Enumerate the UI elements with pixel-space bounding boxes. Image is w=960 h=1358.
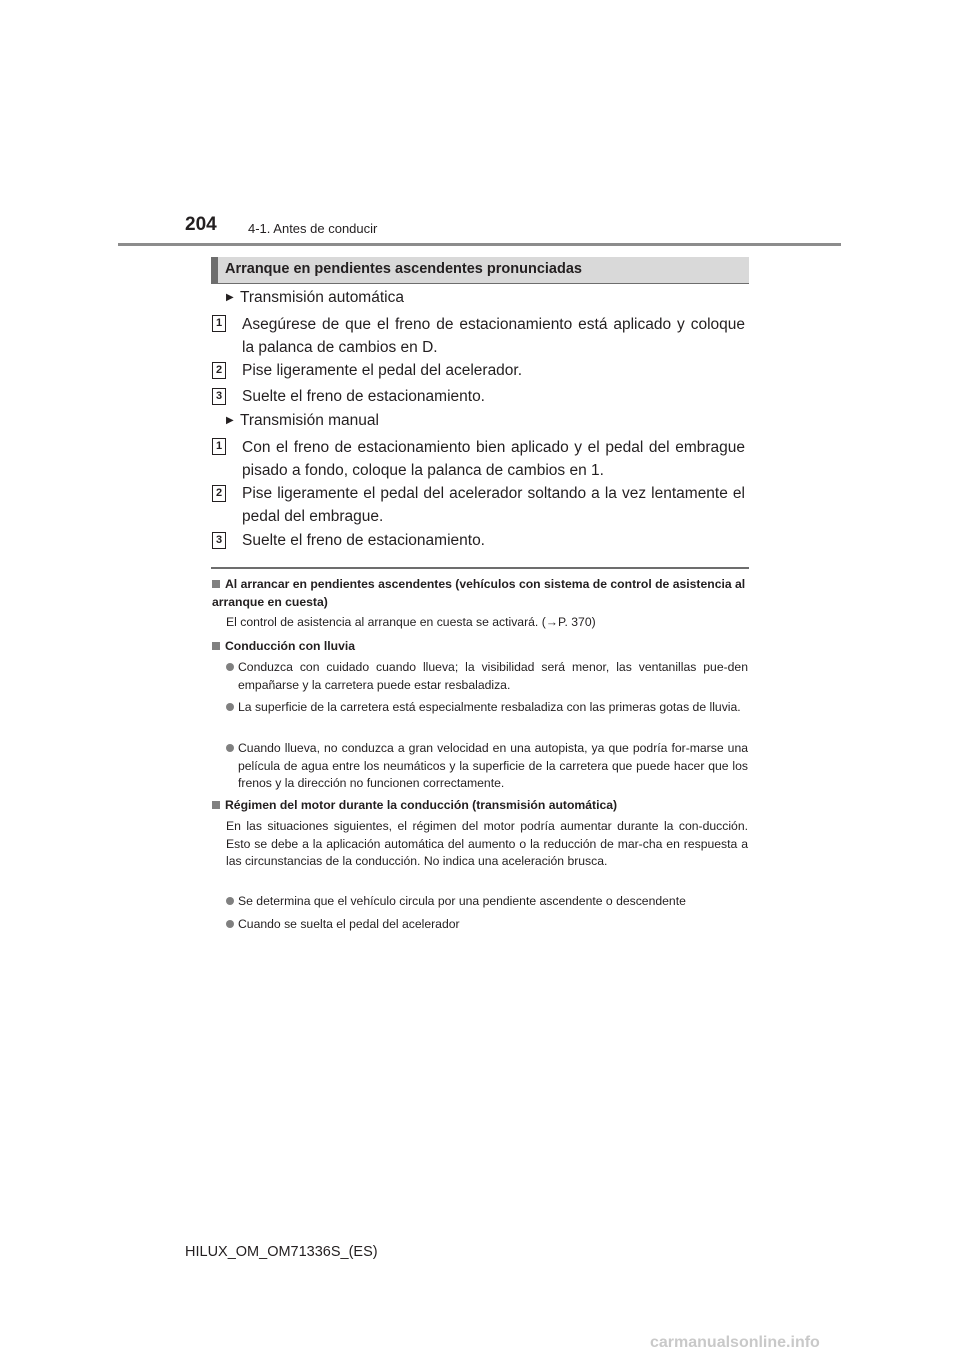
list-item-text: Cuando llueva, no conduzca a gran velocidad en una autopista, ya que podría for-marse una película de agua entre los neumáticos y la superficie de la carretera que puede hacer que los frenos y la dirección no funcionen correctamente. <box>238 741 748 790</box>
step-text: Suelte el freno de estacionamiento. <box>242 532 485 549</box>
list-item <box>226 659 748 694</box>
step-badge: 2 <box>212 362 226 379</box>
note-hill-assist-title <box>212 576 748 611</box>
square-bullet-icon <box>212 801 220 809</box>
section-heading <box>211 257 749 284</box>
note-title-text: Régimen del motor durante la conducción (transmisión automática) <box>225 798 618 812</box>
square-bullet-icon <box>212 642 220 650</box>
step-badge: 3 <box>212 532 226 549</box>
list-item-text: La superficie de la carretera está especialmente resbaladiza con las primeras gotas de lluvia. <box>238 700 741 714</box>
step-text: Con el freno de estacionamiento bien aplicado y el pedal del embrague pisado a fondo, coloque la palanca de cambios en 1. <box>242 439 745 479</box>
circle-bullet-icon <box>226 703 234 711</box>
circle-bullet-icon <box>226 744 234 752</box>
step-badge: 1 <box>212 438 226 455</box>
square-bullet-icon <box>212 580 220 588</box>
circle-bullet-icon <box>226 920 234 928</box>
step-badge: 2 <box>212 485 226 502</box>
circle-bullet-icon <box>226 897 234 905</box>
step-text: Asegúrese de que el freno de estacionamiento está aplicado y coloque la palanca de cambios en D. <box>242 316 745 356</box>
step-badge: 3 <box>212 388 226 405</box>
step-text: Pise ligeramente el pedal del acelerador. <box>242 362 523 379</box>
document-code: HILUX_OM_OM71336S_(ES) <box>185 1244 378 1260</box>
step-text: Suelte el freno de estacionamiento. <box>242 388 485 405</box>
page-number: 204 <box>185 214 217 235</box>
note-title-text: Al arrancar en pendientes ascendentes (vehículos con sistema de control de asistencia al arranque en cuesta) <box>212 577 746 609</box>
circle-bullet-icon <box>226 663 234 671</box>
section-heading-text: Arranque en pendientes ascendentes pronunciadas <box>225 261 582 277</box>
note-engine-speed-body: En las situaciones siguientes, el régimen del motor podría aumentar durante la con-ducción. Esto se debe a la aplicación automática del aumento o la reducción de mar-cha en respuesta a las circunstancias de la conducción. No indica una aceleración brusca. <box>226 819 748 868</box>
step-badge: 1 <box>212 315 226 332</box>
list-item <box>226 916 748 934</box>
heading-accent-bar <box>211 257 218 283</box>
note-hill-assist-body: El control de asistencia al arranque en cuesta se activará. (→P. 370) <box>226 615 596 629</box>
section-divider <box>211 567 749 569</box>
list-item <box>226 740 748 793</box>
list-item-text: Cuando se suelta el pedal del acelerador <box>238 917 460 931</box>
subheading-manual-text: Transmisión manual <box>240 412 379 429</box>
step-text: Pise ligeramente el pedal del acelerador soltando a la vez lentamente el pedal del embrague. <box>242 485 745 525</box>
watermark: carmanualsonline.info <box>650 1334 820 1351</box>
subheading-automatic-text: Transmisión automática <box>240 289 404 306</box>
list-item-text: Se determina que el vehículo circula por una pendiente ascendente o descendente <box>238 894 686 908</box>
note-title-text: Conducción con lluvia <box>225 639 356 653</box>
note-rain-title <box>212 638 748 656</box>
subheading-manual <box>226 412 379 430</box>
triangle-right-icon: ▶ <box>226 292 234 303</box>
subheading-automatic <box>226 289 404 307</box>
list-item <box>226 699 748 717</box>
list-item-text: Conduzca con cuidado cuando llueva; la visibilidad será menor, las ventanillas pue-den empañarse y la carretera puede estar resbaladiza. <box>238 660 748 692</box>
list-item <box>226 893 748 911</box>
header-divider <box>118 243 841 246</box>
note-engine-speed-title <box>212 797 748 815</box>
triangle-right-icon: ▶ <box>226 415 234 426</box>
section-label: 4-1. Antes de conducir <box>248 221 378 236</box>
